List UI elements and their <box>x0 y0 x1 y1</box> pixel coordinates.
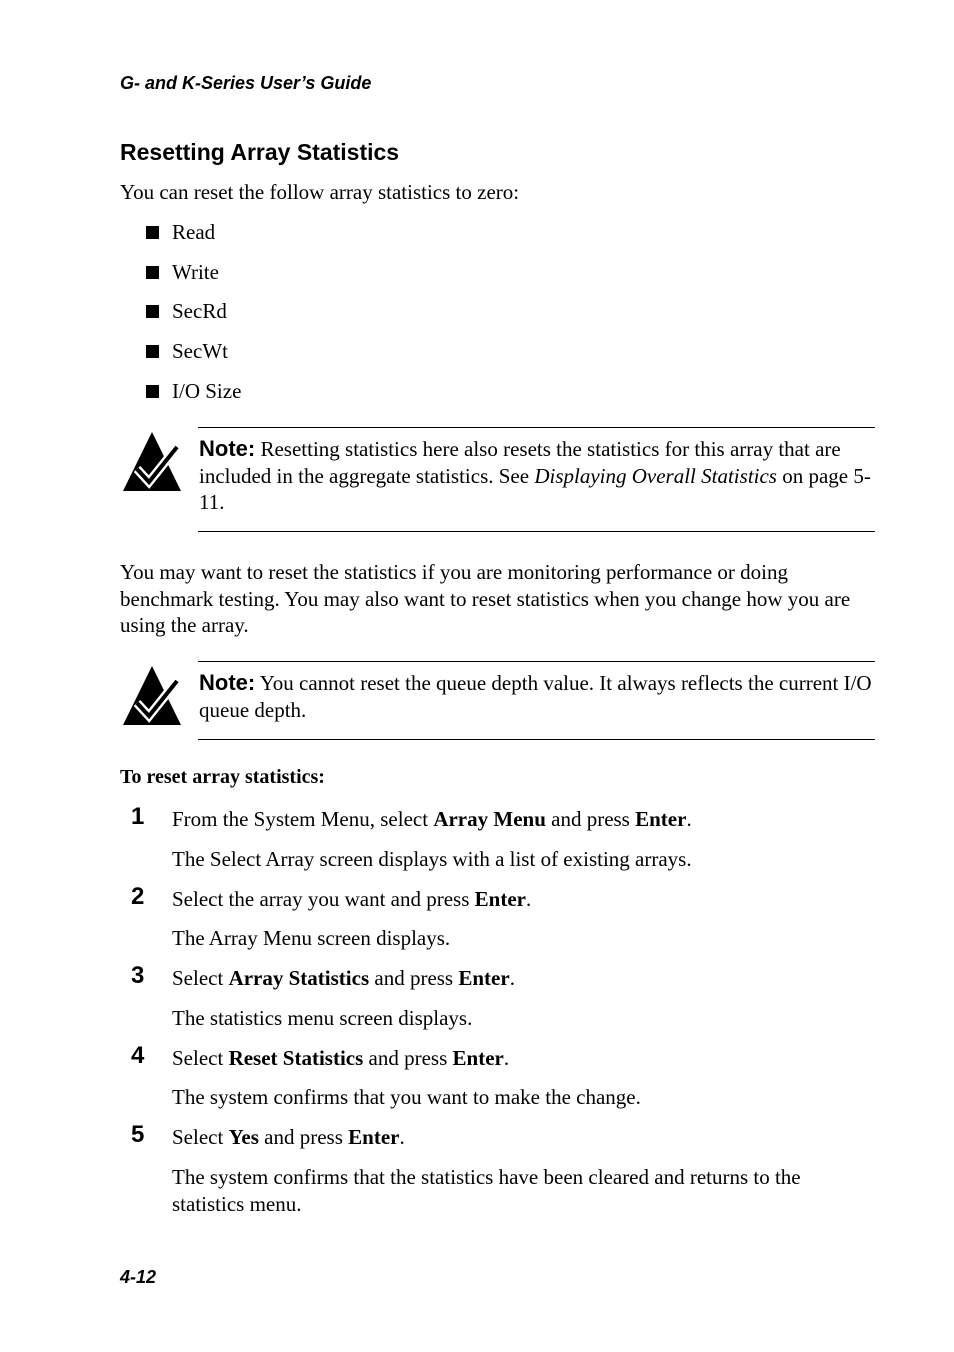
step-instruction: Select Yes and press Enter. <box>172 1125 405 1149</box>
note-bottom-rule <box>198 739 875 740</box>
bullet-square-icon <box>146 305 159 318</box>
note-bottom-rule <box>198 531 875 532</box>
list-item: Write <box>146 259 219 285</box>
bullet-square-icon <box>146 345 159 358</box>
note-label: Note: <box>199 436 256 461</box>
bullet-square-icon <box>146 385 159 398</box>
note-2: Note: You cannot reset the queue depth value. It always reflects the current I/O queue depth. <box>199 670 872 722</box>
step-instruction: Select Array Statistics and press Enter. <box>172 966 515 990</box>
note-label: Note: <box>199 670 256 695</box>
step-result: The statistics menu screen displays. <box>172 1006 473 1030</box>
bullet-square-icon <box>146 266 159 279</box>
cross-reference[interactable]: Displaying Overall Statistics <box>534 463 777 488</box>
step-number: 2 <box>131 883 145 910</box>
section-title: Resetting Array Statistics <box>120 139 400 165</box>
intro-text: You can reset the follow array statistics to zero: <box>120 180 520 204</box>
running-header: G- and K-Series User’s Guide <box>120 73 372 93</box>
step-number: 3 <box>131 962 145 989</box>
checkmark-triangle-icon <box>122 665 182 725</box>
step-result: The Array Menu screen displays. <box>172 926 451 950</box>
note-top-rule <box>198 427 875 428</box>
list-item: SecRd <box>146 298 227 324</box>
step-result: The Select Array screen displays with a list of existing arrays. <box>172 847 692 871</box>
list-item: I/O Size <box>146 378 241 404</box>
note-1: Note: Resetting statistics here also resets the statistics for this array that are included in the aggregate statistics. See Displaying Overall Statistics on page 5-11. <box>199 436 871 514</box>
page-number: 4-12 <box>120 1267 157 1287</box>
bullet-square-icon <box>146 226 159 239</box>
step-result: The system confirms that you want to make the change. <box>172 1085 641 1109</box>
step-number: 1 <box>131 803 145 830</box>
step-instruction: From the System Menu, select Array Menu and press Enter. <box>172 807 692 831</box>
list-item: SecWt <box>146 338 228 364</box>
checkmark-triangle-icon <box>122 431 182 491</box>
step-number: 5 <box>131 1121 145 1148</box>
body-paragraph: You may want to reset the statistics if you are monitoring performance or doing benchmark testing. You may also want to reset statistics when you change how you are using the array. <box>120 560 851 637</box>
list-item: Read <box>146 219 215 245</box>
note-top-rule <box>198 661 875 662</box>
step-result: The system confirms that the statistics have been cleared and returns to the statistics menu. <box>172 1165 801 1216</box>
procedure-heading: To reset array statistics: <box>120 766 325 788</box>
step-instruction: Select the array you want and press Enter. <box>172 887 532 911</box>
step-number: 4 <box>131 1042 145 1069</box>
step-instruction: Select Reset Statistics and press Enter. <box>172 1046 510 1070</box>
